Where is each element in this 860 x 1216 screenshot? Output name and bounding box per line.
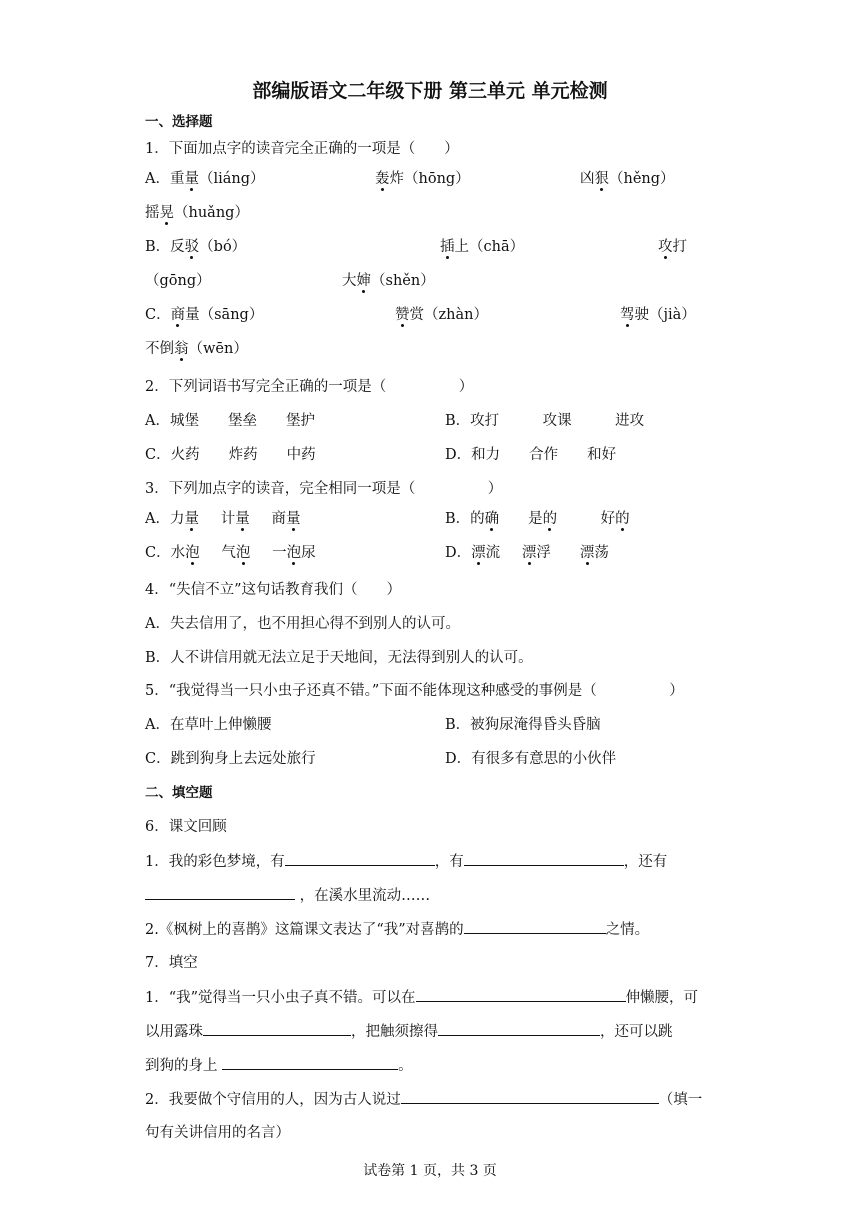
question-6-stem: 6．课文回顾 xyxy=(145,819,227,835)
page-footer: 试卷第 1 页，共 3 页 xyxy=(363,1163,497,1179)
q1-option-b: B．反驳（bó） xyxy=(145,239,247,255)
dotted-char: 翁 xyxy=(174,341,189,357)
dotted-char: 晃 xyxy=(159,205,174,221)
answer-blank[interactable] xyxy=(464,919,606,934)
q3-option-a: A．力量 计量 商量 xyxy=(145,511,301,527)
answer-blank[interactable] xyxy=(145,885,295,900)
q5-option-c: C．跳到狗身上去远处旅行 xyxy=(145,751,316,767)
dotted-char: 泡 xyxy=(235,545,251,561)
dotted-char: 轰 xyxy=(375,171,390,187)
q6-line-3: 2.《枫树上的喜鹊》这篇课文表达了“我”对喜鹊的 之情。 xyxy=(145,919,649,940)
answer-blank[interactable] xyxy=(285,851,435,866)
q3-option-c: C．水泡 气泡 一泡尿 xyxy=(145,545,316,561)
dotted-char: 漂 xyxy=(521,545,537,561)
answer-blank[interactable] xyxy=(438,1021,600,1036)
dotted-char: 的 xyxy=(615,511,630,527)
q1-option-c: C．商量（sāng） xyxy=(145,307,264,323)
dotted-char: 量 xyxy=(235,511,250,527)
question-5-stem: 5．“我觉得当一只小虫子还真不错。”下面不能体现这种感受的事例是（ ） xyxy=(145,683,684,699)
question-7-stem: 7．填空 xyxy=(145,955,198,971)
dotted-char: 狠 xyxy=(594,171,609,187)
answer-blank[interactable] xyxy=(203,1021,351,1036)
q5-option-d: D．有很多有意思的小伙伴 xyxy=(445,751,617,767)
dotted-char: 漂 xyxy=(579,545,595,561)
dotted-char: 泡 xyxy=(185,545,200,561)
q6-line-2: ，在溪水里流动…… xyxy=(145,885,430,906)
q4-option-a: A．失去信用了，也不用担心得不到别人的认可。 xyxy=(145,616,460,632)
q6-line-1: 1．我的彩色梦境，有 ，有 ，还有 xyxy=(145,851,667,872)
q3-option-b: B．的确 是的 好的 xyxy=(445,511,630,527)
dotted-char: 量 xyxy=(184,511,199,527)
dotted-char: 驾 xyxy=(620,307,635,323)
q2-option-c: C．火药 炸药 中药 xyxy=(145,447,316,463)
q2-option-a: A．城堡 堡垒 堡护 xyxy=(145,413,315,429)
page-title: 部编版语文二年级下册 第三单元 单元检测 xyxy=(252,80,608,102)
dotted-char: 量 xyxy=(184,171,199,187)
q3-option-d: D．漂流 漂浮 漂荡 xyxy=(445,545,609,561)
q7-line-4: 2．我要做个守信用的人，因为古人说过 （填一 xyxy=(145,1089,702,1110)
dotted-char: 赞 xyxy=(395,307,410,323)
q4-option-b: B．人不讲信用就无法立足于天地间，无法得到别人的认可。 xyxy=(145,650,533,666)
dotted-char: 驳 xyxy=(184,239,200,255)
q7-line-5: 句有关讲信用的名言） xyxy=(145,1125,290,1141)
q7-line-2: 以用露珠 ，把触须擦得 ，还可以跳 xyxy=(145,1021,673,1042)
q5-option-a: A．在草叶上伸懒腰 xyxy=(145,717,272,733)
question-1-stem: 1．下面加点字的读音完全正确的一项是（ ） xyxy=(145,141,459,157)
answer-blank[interactable] xyxy=(222,1055,398,1070)
section-heading-fill: 二、填空题 xyxy=(145,785,213,801)
dotted-char: 漂 xyxy=(471,545,486,561)
question-2-stem: 2．下列词语书写完全正确的一项是（ ） xyxy=(145,379,474,395)
dotted-char: 商 xyxy=(170,307,186,323)
question-4-stem: 4．“失信不立”这句话教育我们（ ） xyxy=(145,582,402,598)
answer-blank[interactable] xyxy=(464,851,624,866)
dotted-char: 的 xyxy=(542,511,558,527)
dotted-char: 插 xyxy=(440,239,455,255)
dotted-char: 攻 xyxy=(658,239,673,255)
section-heading-choice: 一、选择题 xyxy=(145,114,213,130)
q1-option-a: A．重量（liáng） xyxy=(145,171,265,187)
q7-line-1: 1．“我”觉得当一只小虫子真不错。可以在 伸懒腰，可 xyxy=(145,987,698,1008)
question-3-stem: 3．下列加点字的读音，完全相同一项是（ ） xyxy=(145,481,503,497)
dotted-char: 量 xyxy=(285,511,301,527)
q2-option-b: B．攻打 攻课 进攻 xyxy=(445,413,645,429)
q7-line-3: 到狗的身上 。 xyxy=(145,1055,413,1076)
q2-option-d: D．和力 合作 和好 xyxy=(445,447,617,463)
answer-blank[interactable] xyxy=(401,1089,659,1104)
dotted-char: 婶 xyxy=(356,273,371,289)
dotted-char: 确 xyxy=(484,511,500,527)
answer-blank[interactable] xyxy=(416,987,626,1002)
q5-option-b: B．被狗尿淹得昏头昏脑 xyxy=(445,717,601,733)
dotted-char: 泡 xyxy=(286,545,302,561)
